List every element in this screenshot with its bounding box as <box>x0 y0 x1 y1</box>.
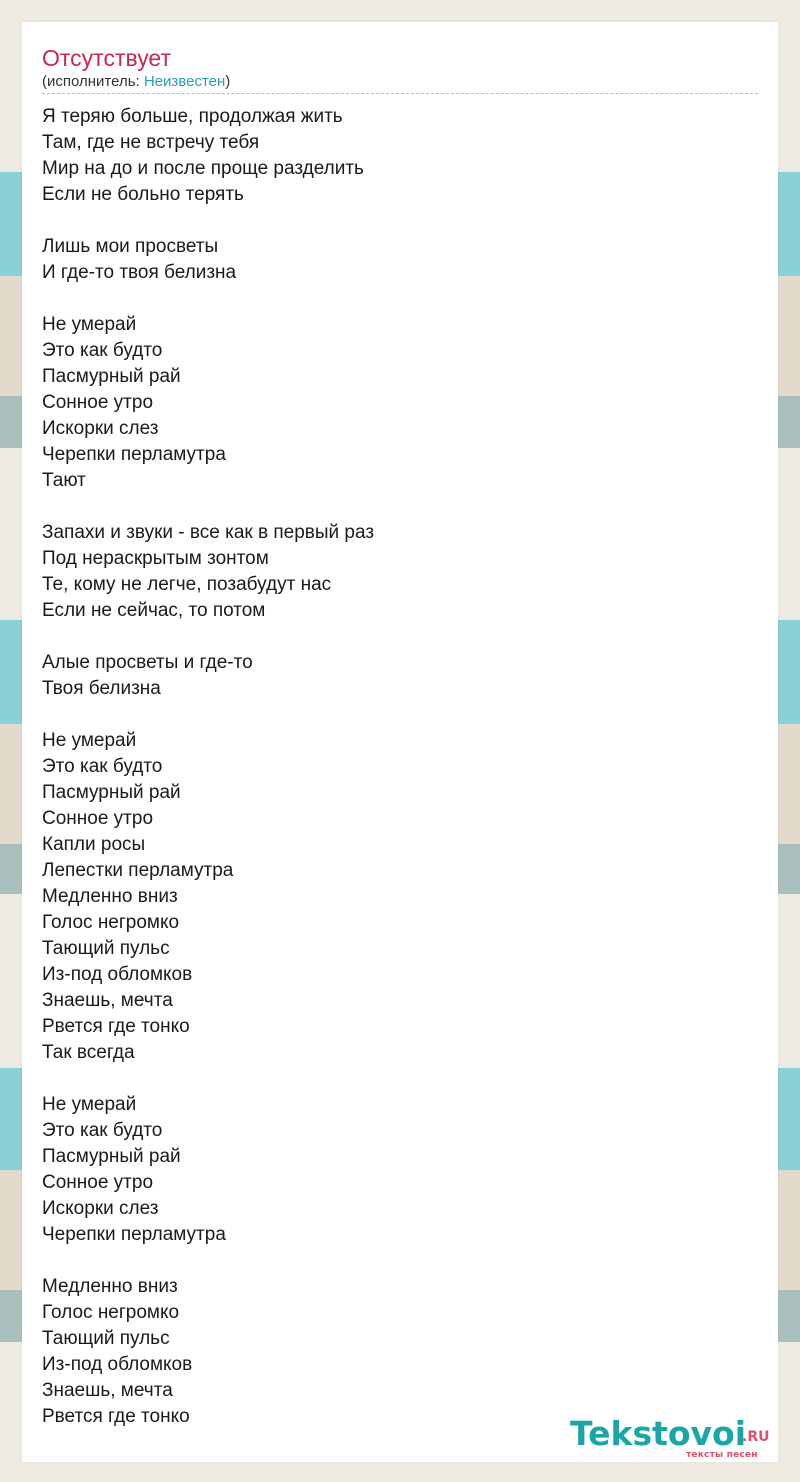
lyric-line: Рвется где тонко <box>42 1406 190 1427</box>
site-logo[interactable] <box>570 1414 776 1460</box>
lyric-line: Голос негромко <box>42 912 180 933</box>
lyric-line: Пасмурный рай <box>42 1146 181 1167</box>
lyric-line: Знаешь, мечта <box>42 990 173 1011</box>
lyric-line: Твоя белизна <box>42 678 161 699</box>
lyric-line: Черепки перламутра <box>42 1224 226 1245</box>
artist-link[interactable]: Неизвестен <box>143 73 226 90</box>
logo-tld: .RU <box>742 1429 770 1445</box>
lyric-line: Это как будто <box>42 756 163 777</box>
lyric-line <box>42 1066 758 1092</box>
logo-wordmark: Tekstovoi <box>570 1414 747 1453</box>
lyric-line: Черепки перламутра <box>42 444 226 465</box>
lyric-line: Алые просветы и где-то <box>42 652 253 673</box>
lyric-line: Это как будто <box>42 340 163 361</box>
lyric-line: И где-то твоя белизна <box>42 262 237 283</box>
lyric-line <box>42 494 758 520</box>
lyric-line <box>42 702 758 728</box>
lyric-line: Искорки слез <box>42 1198 159 1219</box>
lyrics-text <box>42 104 758 1430</box>
lyric-line <box>42 208 758 234</box>
lyrics-card <box>22 22 778 1462</box>
lyric-line: Знаешь, мечта <box>42 1380 173 1401</box>
logo-tagline: тексты песен <box>686 1450 758 1460</box>
lyric-line: Запахи и звуки - все как в первый раз <box>42 522 375 543</box>
song-title: Отсутствует <box>42 45 171 71</box>
lyric-line: Это как будто <box>42 1120 163 1141</box>
artist-suffix: ) <box>225 73 231 90</box>
lyric-line: Тают <box>42 470 86 491</box>
lyric-line: Рвется где тонко <box>42 1016 190 1037</box>
lyric-line: Из-под обломков <box>42 964 193 985</box>
lyric-line: Сонное утро <box>42 808 154 829</box>
lyric-line: Тающий пульс <box>42 1328 170 1349</box>
lyric-line: Искорки слез <box>42 418 159 439</box>
lyric-line: Лепестки перламутра <box>42 860 234 881</box>
lyric-line: Так всегда <box>42 1042 135 1063</box>
lyric-line: Лишь мои просветы <box>42 236 219 257</box>
lyric-line: Капли росы <box>42 834 146 855</box>
lyric-line: Медленно вниз <box>42 886 178 907</box>
lyric-line: Тающий пульс <box>42 938 170 959</box>
lyric-line: Те, кому не легче, позабудут нас <box>42 574 332 595</box>
lyric-line: Медленно вниз <box>42 1276 178 1297</box>
lyric-line: Не умерай <box>42 314 137 335</box>
lyric-line: Из-под обломков <box>42 1354 193 1375</box>
lyric-line: Пасмурный рай <box>42 366 181 387</box>
lyric-line: Не умерай <box>42 1094 137 1115</box>
lyric-line <box>42 286 758 312</box>
lyric-line: Сонное утро <box>42 392 154 413</box>
lyric-line <box>42 624 758 650</box>
lyric-line <box>42 1248 758 1274</box>
lyric-line: Голос негромко <box>42 1302 180 1323</box>
lyric-line: Если не сейчас, то потом <box>42 600 266 621</box>
lyric-line: Под нераскрытым зонтом <box>42 548 269 569</box>
lyric-line: Я теряю больше, продолжая жить <box>42 106 343 127</box>
lyric-line: Пасмурный рай <box>42 782 181 803</box>
lyric-line: Не умерай <box>42 730 137 751</box>
artist-info <box>42 73 230 91</box>
lyric-line: Там, где не встречу тебя <box>42 132 260 153</box>
lyric-line: Сонное утро <box>42 1172 154 1193</box>
lyric-line: Если не больно терять <box>42 184 244 205</box>
artist-prefix: (исполнитель: <box>42 73 144 90</box>
lyric-line: Мир на до и после проще разделить <box>42 158 364 179</box>
title-divider <box>42 93 758 94</box>
